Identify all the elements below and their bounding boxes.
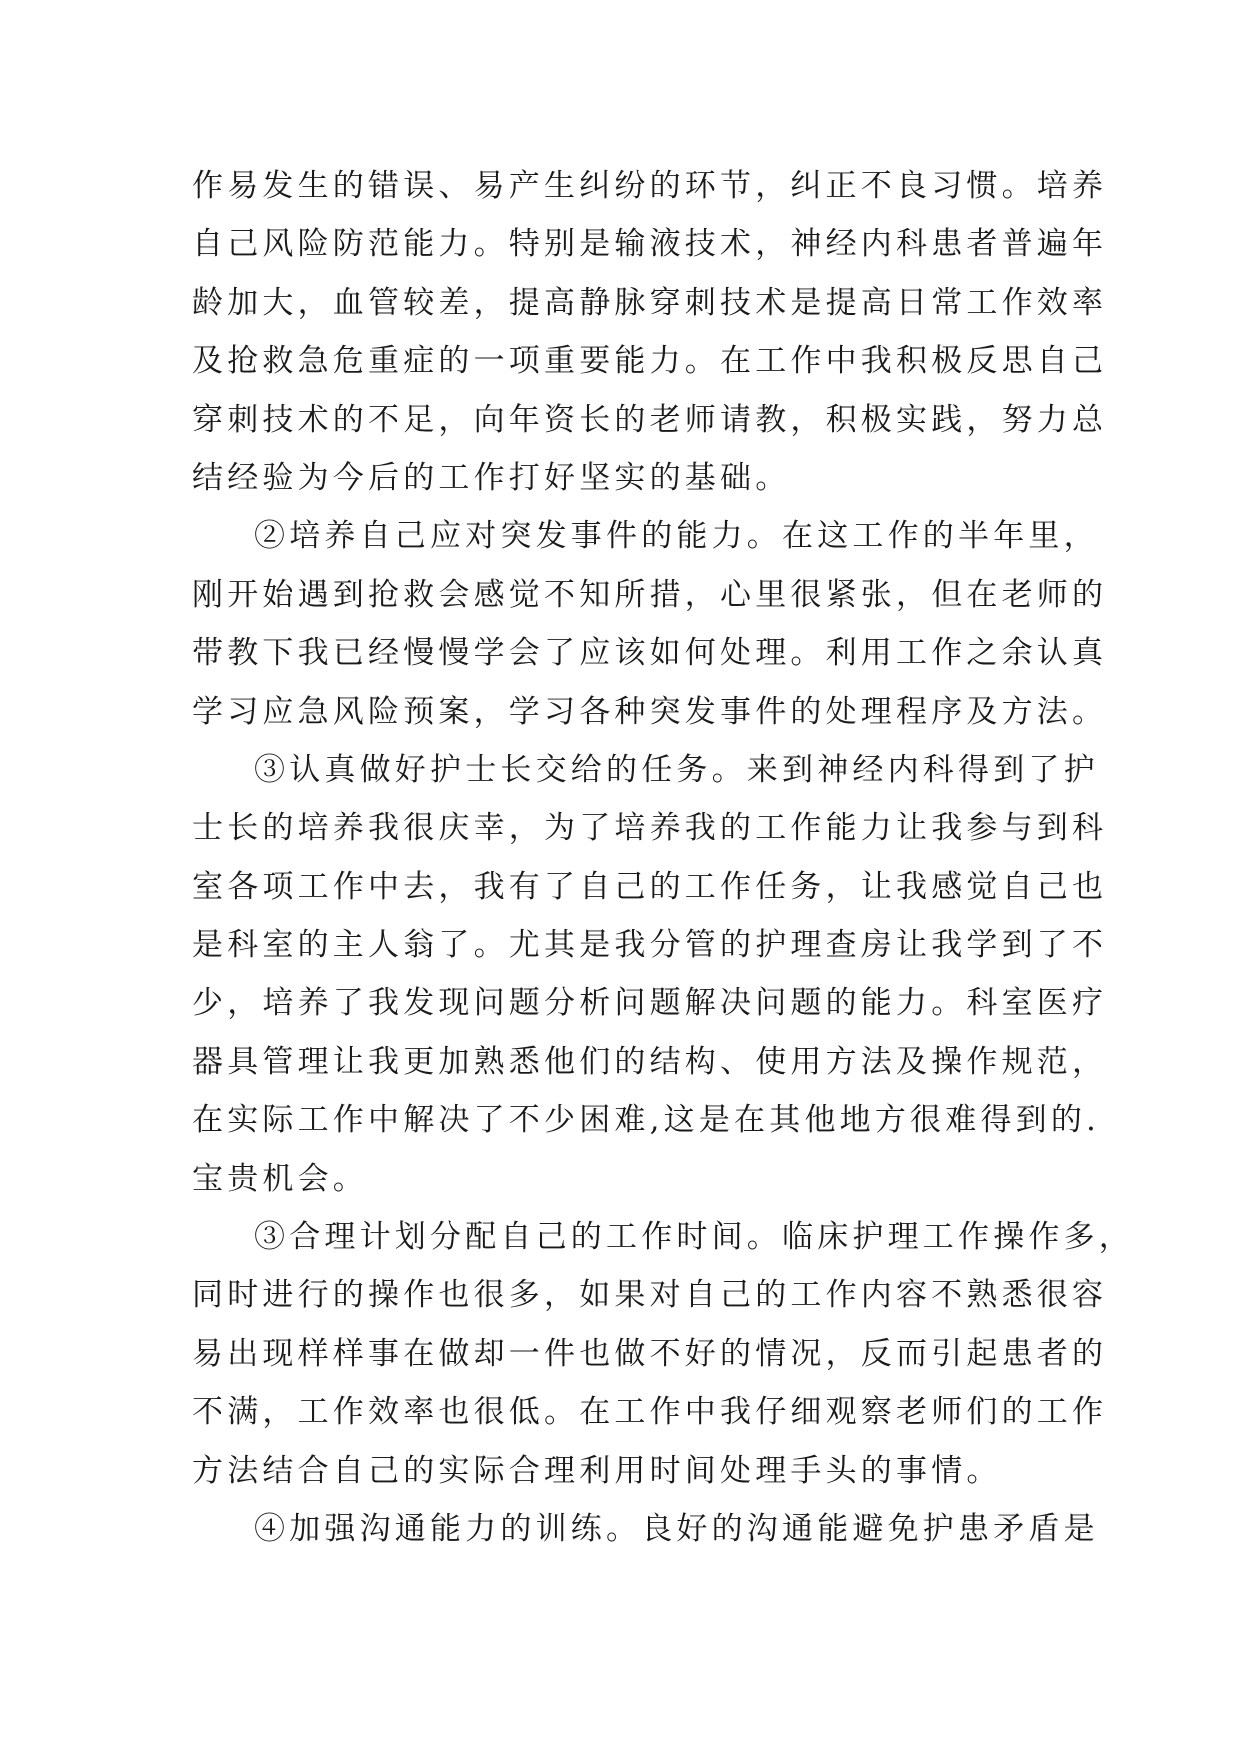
- text-line: 同时进行的操作也很多，如果对自己的工作内容不熟悉很容: [192, 1277, 1108, 1314]
- text-line: 龄加大，血管较差，提高静脉穿刺技术是提高日常工作效率: [192, 284, 1108, 321]
- text-line: ②培养自己应对突发事件的能力。在这工作的半年里，: [254, 518, 1099, 555]
- text-line: 学习应急风险预案，学习各种突发事件的处理程序及方法。: [192, 693, 1108, 730]
- text-line: 带教下我已经慢慢学会了应该如何处理。利用工作之余认真: [192, 635, 1108, 672]
- text-line: 刚开始遇到抢救会感觉不知所措，心里很紧张，但在老师的: [192, 576, 1108, 613]
- text-line: 宝贵机会。: [192, 1160, 368, 1197]
- text-line: 室各项工作中去，我有了自己的工作任务，让我感觉自己也: [192, 868, 1108, 905]
- text-line: 方法结合自己的实际合理利用时间处理手头的事情。: [192, 1452, 1002, 1489]
- text-line: 穿刺技术的不足，向年资长的老师请教，积极实践，努力总: [192, 401, 1108, 438]
- text-line: 是科室的主人翁了。尤其是我分管的护理查房让我学到了不: [192, 927, 1108, 964]
- document-body: [192, 157, 1134, 1558]
- text-line: 士长的培养我很庆幸，为了培养我的工作能力让我参与到科: [192, 810, 1108, 847]
- text-line: 自己风险防范能力。特别是输液技术，神经内科患者普遍年: [192, 226, 1108, 263]
- text-line: 少，培养了我发现问题分析问题解决问题的能力。科室医疗: [192, 985, 1108, 1022]
- text-line: 作易发生的错误、易产生纠纷的环节，纠正不良习惯。培养: [192, 168, 1108, 204]
- text-line: ③合理计划分配自己的工作时间。临床护理工作操作多，: [254, 1219, 1134, 1256]
- text-line: 及抢救急危重症的一项重要能力。在工作中我积极反思自己: [192, 343, 1108, 380]
- text-line: ③认真做好护士长交给的任务。来到神经内科得到了护: [254, 751, 1099, 788]
- text-line: 不满，工作效率也很低。在工作中我仔细观察老师们的工作: [192, 1394, 1108, 1431]
- text-line: ④加强沟通能力的训练。良好的沟通能避免护患矛盾是: [254, 1510, 1099, 1547]
- text-line: 结经验为今后的工作打好坚实的基础。: [192, 459, 791, 496]
- text-line: 器具管理让我更加熟悉他们的结构、使用方法及操作规范，: [192, 1043, 1108, 1080]
- text-line: 易出现样样事在做却一件也做不好的情况，反而引起患者的: [192, 1335, 1108, 1372]
- text-line: 在实际工作中解决了不少困难,这是在其他地方很难得到的.: [192, 1102, 1101, 1139]
